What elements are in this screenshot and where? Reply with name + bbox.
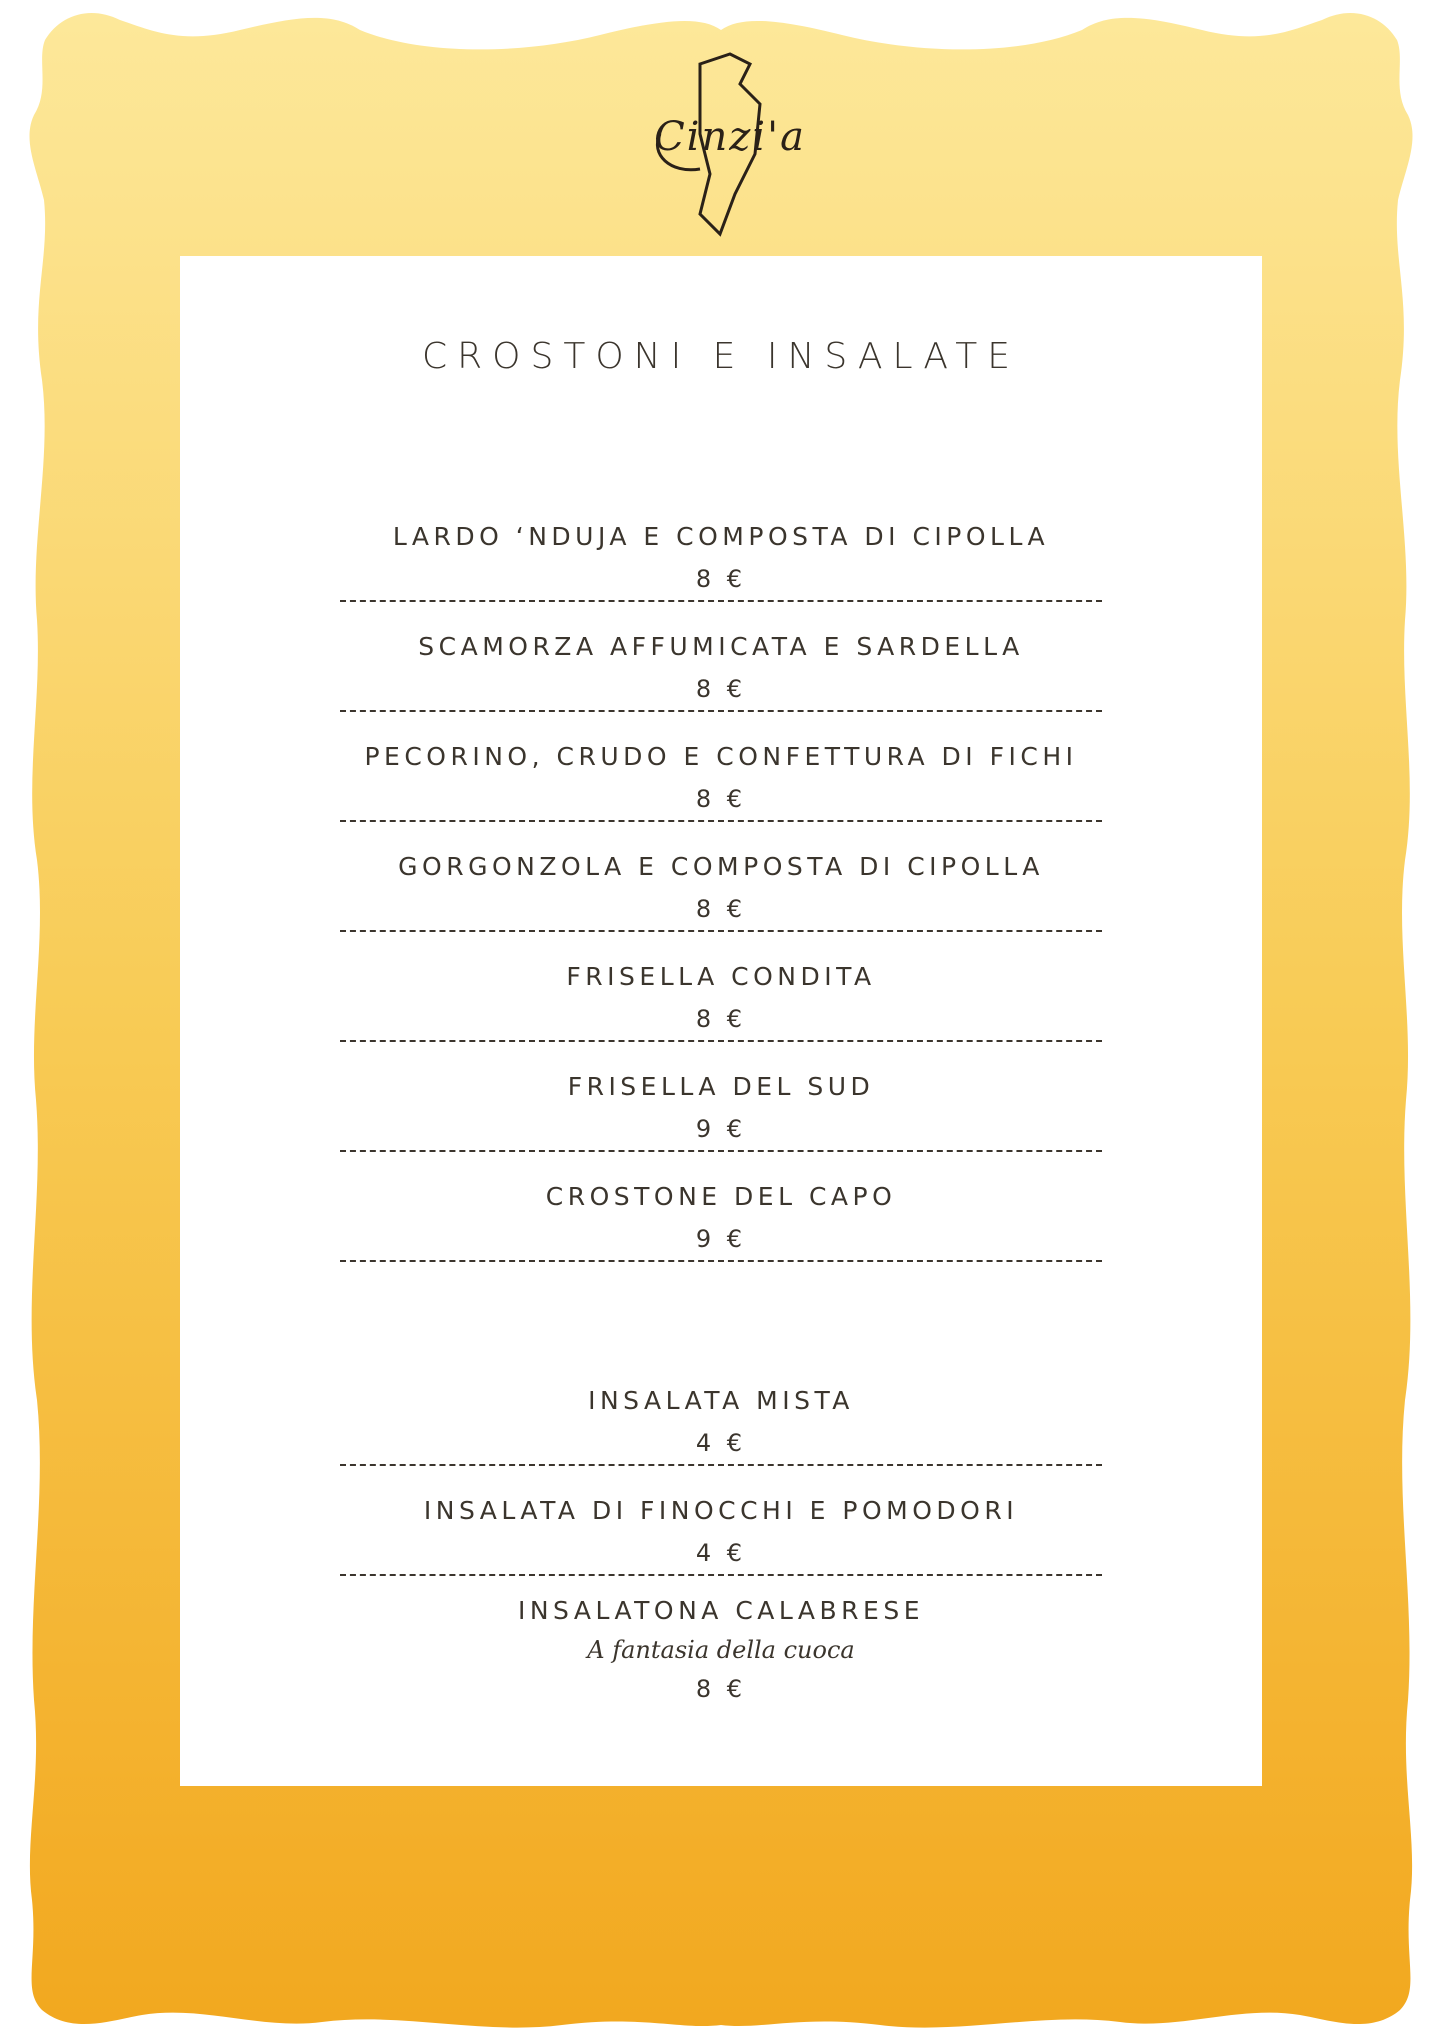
logo-text: Cinzi'a (654, 114, 806, 160)
item-note: A fantasia della cuoca (587, 1636, 855, 1664)
item-price: 8 € (695, 1005, 747, 1033)
item-price: 8 € (695, 675, 747, 703)
item-name: GORGONZOLA E COMPOSTA DI CIPOLLA (398, 852, 1044, 881)
item-price: 4 € (695, 1539, 747, 1567)
item-price: 9 € (695, 1225, 747, 1253)
item-name: CROSTONE DEL CAPO (545, 1182, 897, 1211)
menu-item (340, 1066, 1102, 1152)
item-name: SCAMORZA AFFUMICATA E SARDELLA (418, 632, 1024, 661)
item-price: 8 € (695, 785, 747, 813)
item-name: PECORINO, CRUDO E CONFETTURA DI FICHI (364, 742, 1078, 771)
menu-panel (180, 256, 1262, 1786)
item-name: INSALATONA CALABRESE (517, 1596, 924, 1625)
menu-item (340, 626, 1102, 712)
item-name: INSALATA DI FINOCCHI E POMODORI (423, 1496, 1019, 1525)
section-title: CROSTONI E INSALATE (422, 336, 1020, 377)
item-price: 8 € (695, 1675, 747, 1703)
menu-item (340, 516, 1102, 602)
item-price: 8 € (695, 895, 747, 923)
item-price: 8 € (695, 565, 747, 593)
menu-item (340, 1490, 1102, 1576)
menu-item (340, 1380, 1102, 1466)
item-price: 4 € (695, 1429, 747, 1457)
item-name: FRISELLA DEL SUD (567, 1072, 875, 1101)
restaurant-logo (640, 44, 820, 244)
item-price: 9 € (695, 1115, 747, 1143)
item-name: LARDO ‘NDUJA E COMPOSTA DI CIPOLLA (392, 522, 1050, 551)
menu-item (340, 736, 1102, 822)
menu-item (340, 956, 1102, 1042)
menu-item (340, 846, 1102, 932)
item-name: INSALATA MISTA (588, 1386, 854, 1415)
menu-item (340, 1590, 1102, 1710)
item-name: FRISELLA CONDITA (566, 962, 876, 991)
menu-item (340, 1176, 1102, 1262)
